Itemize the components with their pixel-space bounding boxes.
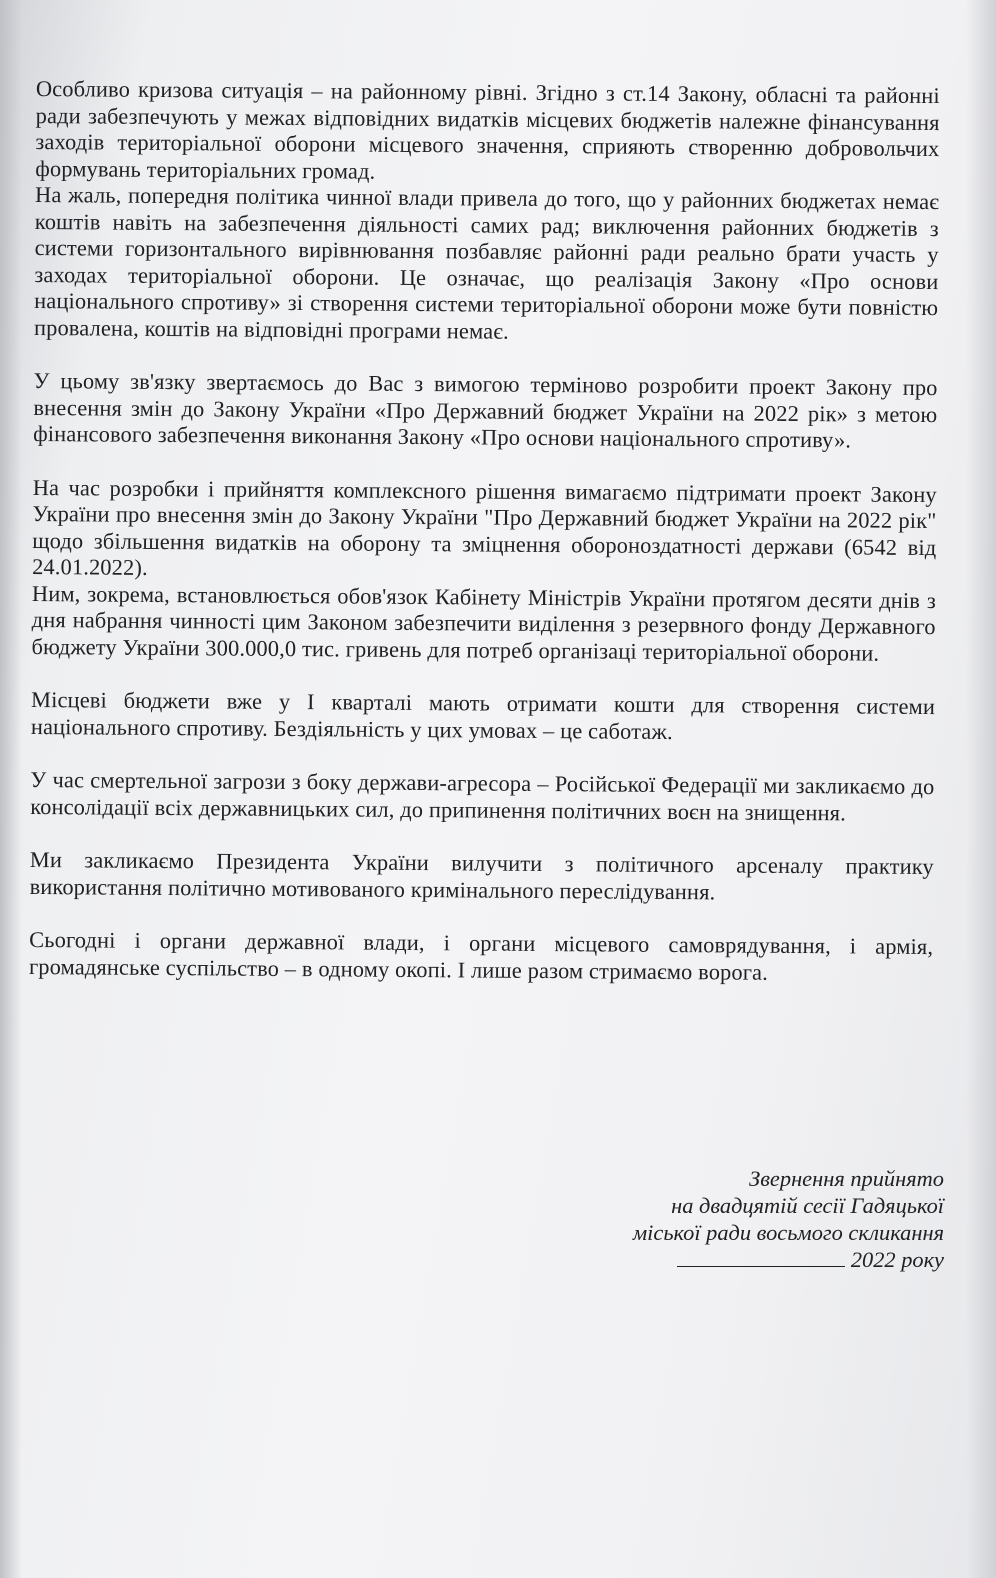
adoption-date-line bbox=[524, 1246, 944, 1273]
paragraph-budget-shortage: На жаль, попередня політика чинної влади привела до того, що у районних бюджетах немає коштів навіть на забезпечення діяльності самих рад; виключення районних бюджетів з системи горизонтального вирівнювання позбавляє районні ради реально брати участь у заходах територіальної оборони. Це означає, що реалізація Закону «Про основи національного спротиву» зі створення системи територіальної оборони може бути повністю провалена, коштів на відповідні програми немає. bbox=[33, 181, 940, 344]
paragraph-local-budgets: Місцеві бюджети вже у І кварталі мають отримати кошти для створення системи національного спротиву. Бездіяльність у цих умовах – це саботаж. bbox=[30, 686, 936, 744]
page-shadow-left bbox=[0, 0, 22, 1578]
paragraph-support-bill: На час розробки і прийняття комплексного рішення вимагаємо підтримати проект Закону України про внесення змін до Закону України "Про Державний бюджет України на 2022 рік" щодо збільшення видатків на оборону та зміцнення обороноздатності держави (6542 від 24.01.2022). bbox=[32, 474, 937, 580]
adoption-note-line-2: на двадцятій сесії Гадяцької bbox=[671, 1193, 944, 1218]
paragraph-consolidation: У час смертельної загрози з боку держави-агресора – Російської Федерації ми закликаємо до консолідації всіх державницьких сил, до припинення політичних воєн на знищення. bbox=[30, 766, 935, 825]
paragraph-demand-law: У цьому зв'язку звертаємось до Вас з вимогою терміново розробити проект Закону про внесення змін до Закону України «Про Державний бюджет України на 2022 рік» з метою фінансового забезпечення виконання Закону «Про основи національного спротиву». bbox=[33, 367, 938, 453]
paragraph-unity: Сьогодні і органи державної влади, і органи місцевого самоврядування, і армія, громадянське суспільство – в одному окопі. І лише разом стримаємо ворога. bbox=[28, 926, 934, 985]
paragraph-district-crisis: Особливо кризова ситуація – на районному рівні. Згідно з ст.14 Закону, обласні та районні ради забезпечують у межах відповідних видатків місцевих бюджетів належне фінансування заходів територіальної оборони місцевого значення, сприяють створенню добровольчих формувань територіальних громад. bbox=[35, 76, 940, 184]
paragraph-cabinet-duty: Ним, зокрема, встановлюється обов'язок Кабінету Міністрів України протягом десяти днів з дня набрання чинності цим Законом забезпечити виділення з резервного фонду Державного бюджету України 300.000,0 тис. гривень для потреб організаці територіальної оборони. bbox=[31, 580, 937, 666]
adoption-note-line-3: міської ради восьмого скликання bbox=[632, 1220, 944, 1245]
adoption-note bbox=[524, 1165, 944, 1273]
paragraph-president-appeal: Ми закликаємо Президента України вилучити з політичного арсеналу практику використання політично мотивованого кримінального переслідування. bbox=[29, 846, 934, 904]
date-blank-underline bbox=[677, 1248, 845, 1267]
adoption-note-line-1: Звернення прийнято bbox=[749, 1166, 944, 1191]
adoption-date-year: 2022 року bbox=[850, 1247, 944, 1272]
page-shadow-right bbox=[966, 0, 996, 1578]
document-body bbox=[29, 76, 940, 987]
